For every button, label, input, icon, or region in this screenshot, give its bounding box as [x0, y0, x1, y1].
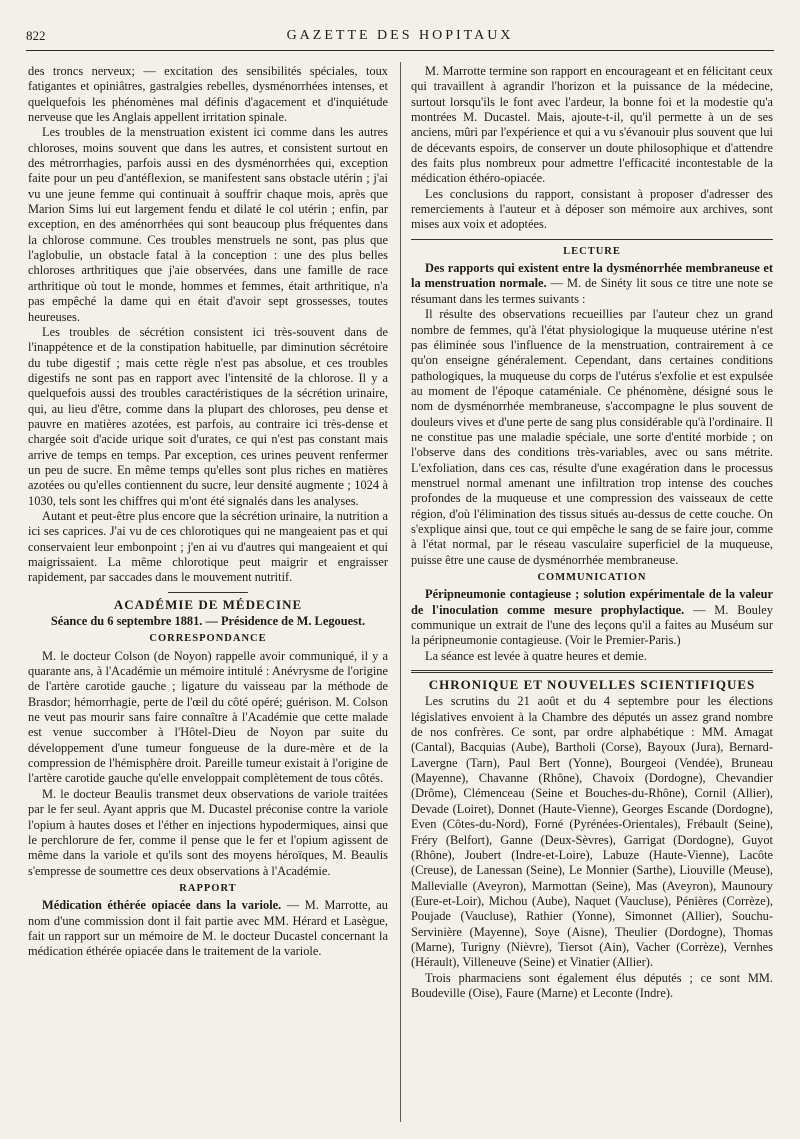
left-paragraph-3: Les troubles de sécrétion consistent ici très-souvent dans de l'inappétence et de la constipation habituelle, par diminution sécrétoire du tube digestif ; mais cette règle n'est pas absolue, et ces troubles digestifs ne sont pas en rapport avec l'intensité de la chlorose. Il y a quelquefois aussi des troubles caractéristiques de la sécrétion urinaire, qui, au lieu d'être, comme dans la plupart des chloroses, peu dense et pauvre en matières azotées, est parfois, au contraire ici très-dense et chargée soit d'acide urique soit d'urates, ce qui n'est pas constant mais arrive de temps en temps. Par exception, ces urines peuvent renfermer un peu de sucre. En même temps qu'elles sont plus riches en matières azotées ou qu'elles contiennent du sucre, leur densité augmente ; 1024 à 1030, tels sont les chiffres qui m'ont été signalés dans les analyses.	[28, 324, 388, 508]
rapport-heading: RAPPORT	[179, 882, 237, 894]
column-divider	[400, 62, 401, 1122]
left-paragraph-4: Autant et peut-être plus encore que la sécrétion urinaire, la nutrition a ici ses caprices. J'ai vu de ces chlorotiques qui ne mangeaient pas et qui conservaient leur embonpoint ; j'en ai vu d'autres qui mangeaient et qui maigrissaient. La même chlorotique peut maigrir et engraisser rapidement, par saccades dans le mouvement nutritif.	[28, 508, 388, 585]
correspondance-heading: CORRESPONDANCE	[149, 633, 267, 645]
rapport-lead: Médication éthérée opiacée dans la variole.	[42, 898, 282, 913]
section-rule	[411, 239, 773, 240]
communication-body: — M. Bouley communique un extrait de l'une des leçons qu'il a faites au Muséum sur la péripneumonie contagieuse. (Voir le Premier-Paris.)	[411, 602, 773, 648]
right-paragraph-6: La séance est levée à quatre heures et demie.	[425, 648, 647, 663]
page-header	[26, 28, 774, 50]
right-paragraph-2: Les conclusions du rapport, consistant à proposer d'adresser des remerciements à l'auteur et à déposer son mémoire aux archives, sont mises aux voix et adoptées.	[411, 186, 773, 232]
academy-heading: ACADÉMIE DE MÉDECINE	[113, 596, 303, 612]
lecture-heading: LECTURE	[563, 245, 621, 257]
left-paragraph-2: Les troubles de la menstruation existent ici comme dans les autres chloroses, moins souvent que dans les autres, et consistent surtout en des métrorrhagies, parfois aussi en des dysménorrhées qui, exception faite pour un peu d'antéflexion, se manifestent sans obstacle utérin ; j'ai vu une jeune femme qui continuait à souffrir chaque mois, après que Marion Sims lui eut largement fendu et dilaté le col utérin ; enfin, par exception, en des aménorrhées qui sont beaucoup plus fréquentes dans la chlorose commune. Ces troubles menstruels ne sont, pas plus que l'aglobulie, un obstacle fatal à la conception : une des plus belles chloroses arthritiques que j'aie observées, dans une famille de race arthritique où tout le monde, hommes et femmes, était arthritique, n'a pas empêché la dame qui en était d'avoir sept grossesses, toutes heureuses.	[28, 125, 388, 324]
left-paragraph-1: des troncs nerveux; — excitation des sensibilités spéciales, toux fatigantes et opiniâtres, gastralgies rebelles, dysménorrhées intenses, et quelquefois les phénomènes mal définis d'agacement et d'inquiétude nerveuse que les Anglais appellent irritation spinale.	[28, 64, 388, 125]
journal-title: GAZETTE DES HOPITAUX	[286, 28, 514, 43]
page-number: 822	[26, 28, 46, 43]
rapport-body: — M. Marrotte, au nom d'une commission dont il fait partie avec MM. Hérard et Lasègue, fait un rapport sur un mémoire de M. le docteur Ducastel concernant la médication éthérée opiacée dans le traitement de la variole.	[28, 898, 388, 959]
right-paragraph-5	[411, 587, 773, 648]
section-rule	[168, 592, 248, 593]
communication-lead: Péripneumonie contagieuse ; solution expérimentale de la valeur de l'inoculation comme mesure prophylactique.	[411, 587, 773, 617]
right-paragraph-7: Les scrutins du 21 août et du 4 septembre pour les élections législatives envoient à la Chambre des députés un assez grand nombre de nos confrères. Ce sont, par ordre alphabétique : MM. Amagat (Cantal), Bacquias (Aube), Bartholi (Corse), Bayoux (Jura), Bernard-Lavergne (Tarn), Paul Bert (Yonne), Bourgeoi (Vendée), Bruneau (Mayenne), Chavanne (Rhône), Chavoix (Dordogne), Chevandier (Drôme), Clémenceau (Seine et Bouches-du-Rhône), Cornil (Allier), Devade (Loiret), Donnet (Haute-Vienne), Georges Escande (Dordogne), Even (Côtes-du-Nord), Forné (Pyrénées-Orientales), Frébault (Seine), Fréry (Belfort), Ganne (Deux-Sèvres), Garrigat (Dordogne), Guyot (Rhône), Joubert (Indre-et-Loire), Labuze (Haute-Vienne), Lacôte (Creuse), de Lanessan (Seine), Le Monnier (Sarthe), Liouville (Meuse), Mallevialle (Aveyron), Marmottan (Seine), Mas (Aveyron), Maunoury (Eure-et-Loir), Michou (Aube), Naquet (Vaucluse), Pénières (Corrèze), Poujade (Vaucluse), Rathier (Yonne), Simonnet (Allier), Souchu-Servinière (Mayenne), Soye (Aisne), Theulier (Dordogne), Thomas (Marne), Turigny (Nièvre), Tiersot (Ain), Vacher (Corrèze), Vernhes (Hérault), Villeneuve (Seine) et Vinatier (Allier).	[411, 694, 773, 970]
section-rule	[411, 670, 773, 673]
left-column	[28, 64, 388, 960]
right-paragraph-3	[411, 261, 773, 307]
chronique-heading: CHRONIQUE ET NOUVELLES SCIENTIFIQUES	[428, 677, 756, 693]
session-line: Séance du 6 septembre 1881. — Présidence de M. Legouest.	[50, 614, 366, 629]
left-paragraph-5: M. le docteur Colson (de Noyon) rappelle avoir communiqué, il y a quarante ans, à l'Académie un mémoire intitulé : Anévrysme de l'origine de l'artère carotide gauche ; ligature du vaisseau par la méthode de Brasdor; hémorrhagie, perte de l'œil du côté opéré; guérison. M. Colson ne veut pas mourir sans faire connaître à l'Académie que cette malade est venue succomber à l'Hôtel-Dieu de Noyon par suite du développement d'une tumeur fongueuse de la dure-mère et de la compression de l'hémisphère droit. Pareille tumeur existait à l'origine de l'artère carotide gauche qu'elle enveloppait complètement de tous côtés.	[28, 648, 388, 786]
left-paragraph-7	[28, 898, 388, 959]
right-paragraph-8: Trois pharmaciens sont également élus députés ; ce sont MM. Boudeville (Oise), Faure (Marne) et Leconte (Indre).	[411, 970, 773, 1000]
right-column	[411, 64, 773, 1001]
header-rule	[26, 50, 774, 51]
communication-heading: COMMUNICATION	[537, 572, 647, 583]
lecture-lead: Des rapports qui existent entre la dysménorrhée membraneuse et la menstruation normale.	[411, 261, 773, 291]
right-paragraph-1: M. Marrotte termine son rapport en encourageant et en félicitant ceux qui travaillent à agrandir l'horizon et la puissance de la médecine, surtout lorsqu'ils le font avec l'ardeur, la bonne foi et la modestie qu'a montrées M. Ducastel. Mais, ajoute-t-il, qu'il permette à un de ses anciens, mûri par l'expérience et qui a vu s'évanouir plus souvent que lui de décevants espoirs, de conserver un doute philosophique et d'attendre des faits plus nombreux pour admettre l'efficacité incontestable de la médication éthéro-opiacée.	[411, 64, 773, 186]
left-paragraph-6: M. le docteur Beaulis transmet deux observations de variole traitées par le fer seul. Ayant appris que M. Ducastel préconise contre la variole l'opium à hautes doses et l'éther en injections hypodermiques, ainsi que le perchlorure de fer, comme il pense que le fer et l'opium agissent de même dans la variole et qu'ils sont des moyens héroïques, M. Beaulis s'empresse de soumettre ces deux observations à l'Académie.	[28, 786, 388, 878]
right-paragraph-4: Il résulte des observations recueillies par l'auteur chez un grand nombre de femmes, qu'à l'état physiologique la muqueuse utérine n'est pas éliminée sous l'influence de la menstruation, contrairement à ce qu'on enseigne généralement. Cependant, dans certaines conditions pathologiques, la muqueuse du corps de l'utérus s'exfolie et est expulsée au moment de l'époque cataméniale. Ce phénomène, désigné sous le nom de dysménorrhée membraneuse, s'accompagne le plus souvent de douleurs vives et d'une perte de sang plus considérable qu'à l'ordinaire. Il ne constitue pas une maladie spéciale, une sorte d'entité morbide ; on l'observe dans des conditions très-variables, avec ou sans métrite. L'exfoliation, dans ces cas, résulte d'une exagération dans le processus menstruel normal amenant une infiltration trop intense des couches profondes de la muqueuse et une compression des vaisseaux de cette région, d'où l'élimination des tissus situés au-dessus de cette couche. On s'explique ainsi que, tout ce qui empêche le sang de se faire jour, comme à l'état normal, par le réseau vasculaire superficiel de la muqueuse, puisse être une cause de dysménorrhée membraneuse.	[411, 307, 773, 567]
lecture-body: — M. de Sinéty lit sous ce titre une note se résumant dans les termes suivants :	[411, 276, 773, 306]
